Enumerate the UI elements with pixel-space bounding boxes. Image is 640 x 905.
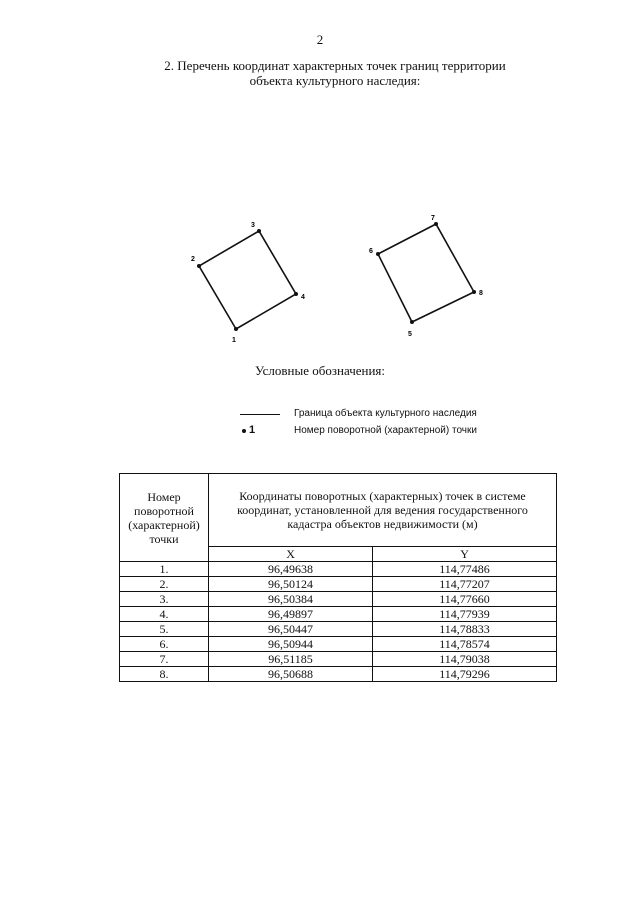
cell-y: 114,78833: [373, 622, 557, 637]
legend-point-label: Номер поворотной (характерной) точки: [294, 425, 477, 436]
parcel-boundary-north: [378, 224, 474, 322]
header-point-number-line: поворотной: [134, 503, 194, 518]
cell-y: 114,77207: [373, 577, 557, 592]
cell-y: 114,77660: [373, 592, 557, 607]
header-point-number-line: (характерной): [128, 517, 200, 532]
cell-x: 96,50447: [209, 622, 373, 637]
parcel-boundary-south: [199, 231, 296, 329]
cell-y: 114,79296: [373, 667, 557, 682]
point-label-2: 2: [191, 256, 195, 263]
point-label-3: 3: [251, 222, 255, 229]
point-marker-3: [257, 229, 261, 233]
table-row: [120, 562, 557, 577]
header-x: X: [209, 547, 373, 562]
point-marker-6: [376, 252, 380, 256]
legend-title: Условные обозначения:: [254, 363, 386, 378]
table-row: [120, 652, 557, 667]
table-row: [120, 592, 557, 607]
cell-number: 5.: [120, 622, 209, 637]
point-marker-8: [472, 290, 476, 294]
title-line-1: 2. Перечень координат характерных точек границ территории: [164, 58, 506, 73]
point-label-7: 7: [431, 215, 435, 222]
legend-point-number: 1: [249, 424, 256, 436]
page-number: 2: [316, 32, 324, 47]
point-marker-1: [234, 327, 238, 331]
cell-y: 114,78574: [373, 637, 557, 652]
cell-number: 6.: [120, 637, 209, 652]
point-marker-2: [197, 264, 201, 268]
header-coordinates-line: Координаты поворотных (характерных) точек в системе: [239, 489, 526, 503]
cell-x: 96,50124: [209, 577, 373, 592]
header-coordinates-line: координат, установленной для ведения государственного: [237, 503, 528, 517]
table-row: [120, 667, 557, 682]
header-point-number: [120, 474, 209, 562]
cell-number: 2.: [120, 577, 209, 592]
header-point-number-line: точки: [149, 531, 179, 546]
table-row: [120, 622, 557, 637]
point-marker-7: [434, 222, 438, 226]
coordinates-table: [119, 473, 557, 682]
point-marker-4: [294, 292, 298, 296]
header-point-number-line: Номер: [147, 489, 181, 504]
cell-number: 3.: [120, 592, 209, 607]
header-coordinates-line: кадастра объектов недвижимости (м): [287, 517, 478, 531]
cell-x: 96,50688: [209, 667, 373, 682]
title-line-2: объекта культурного наследия:: [249, 73, 421, 88]
point-label-4: 4: [301, 294, 305, 301]
boundary-scheme: [0, 100, 640, 350]
point-label-1: 1: [232, 337, 236, 344]
cell-y: 114,77939: [373, 607, 557, 622]
point-dot-symbol: [242, 429, 246, 433]
cell-y: 114,77486: [373, 562, 557, 577]
point-label-8: 8: [479, 290, 483, 297]
cell-x: 96,49638: [209, 562, 373, 577]
header-coordinates: [209, 474, 557, 547]
boundary-line-symbol: [240, 414, 280, 415]
header-y: Y: [373, 547, 557, 562]
cell-number: 8.: [120, 667, 209, 682]
table-row: [120, 577, 557, 592]
cell-number: 4.: [120, 607, 209, 622]
cell-x: 96,50384: [209, 592, 373, 607]
table-row: [120, 607, 557, 622]
legend-boundary-label: Граница объекта культурного наследия: [294, 408, 477, 419]
section-title: [150, 58, 520, 88]
cell-x: 96,49897: [209, 607, 373, 622]
table-row: [120, 637, 557, 652]
cell-number: 7.: [120, 652, 209, 667]
cell-x: 96,51185: [209, 652, 373, 667]
cell-number: 1.: [120, 562, 209, 577]
point-label-6: 6: [369, 248, 373, 255]
cell-x: 96,50944: [209, 637, 373, 652]
point-marker-5: [410, 320, 414, 324]
cell-y: 114,79038: [373, 652, 557, 667]
point-label-5: 5: [408, 331, 412, 338]
